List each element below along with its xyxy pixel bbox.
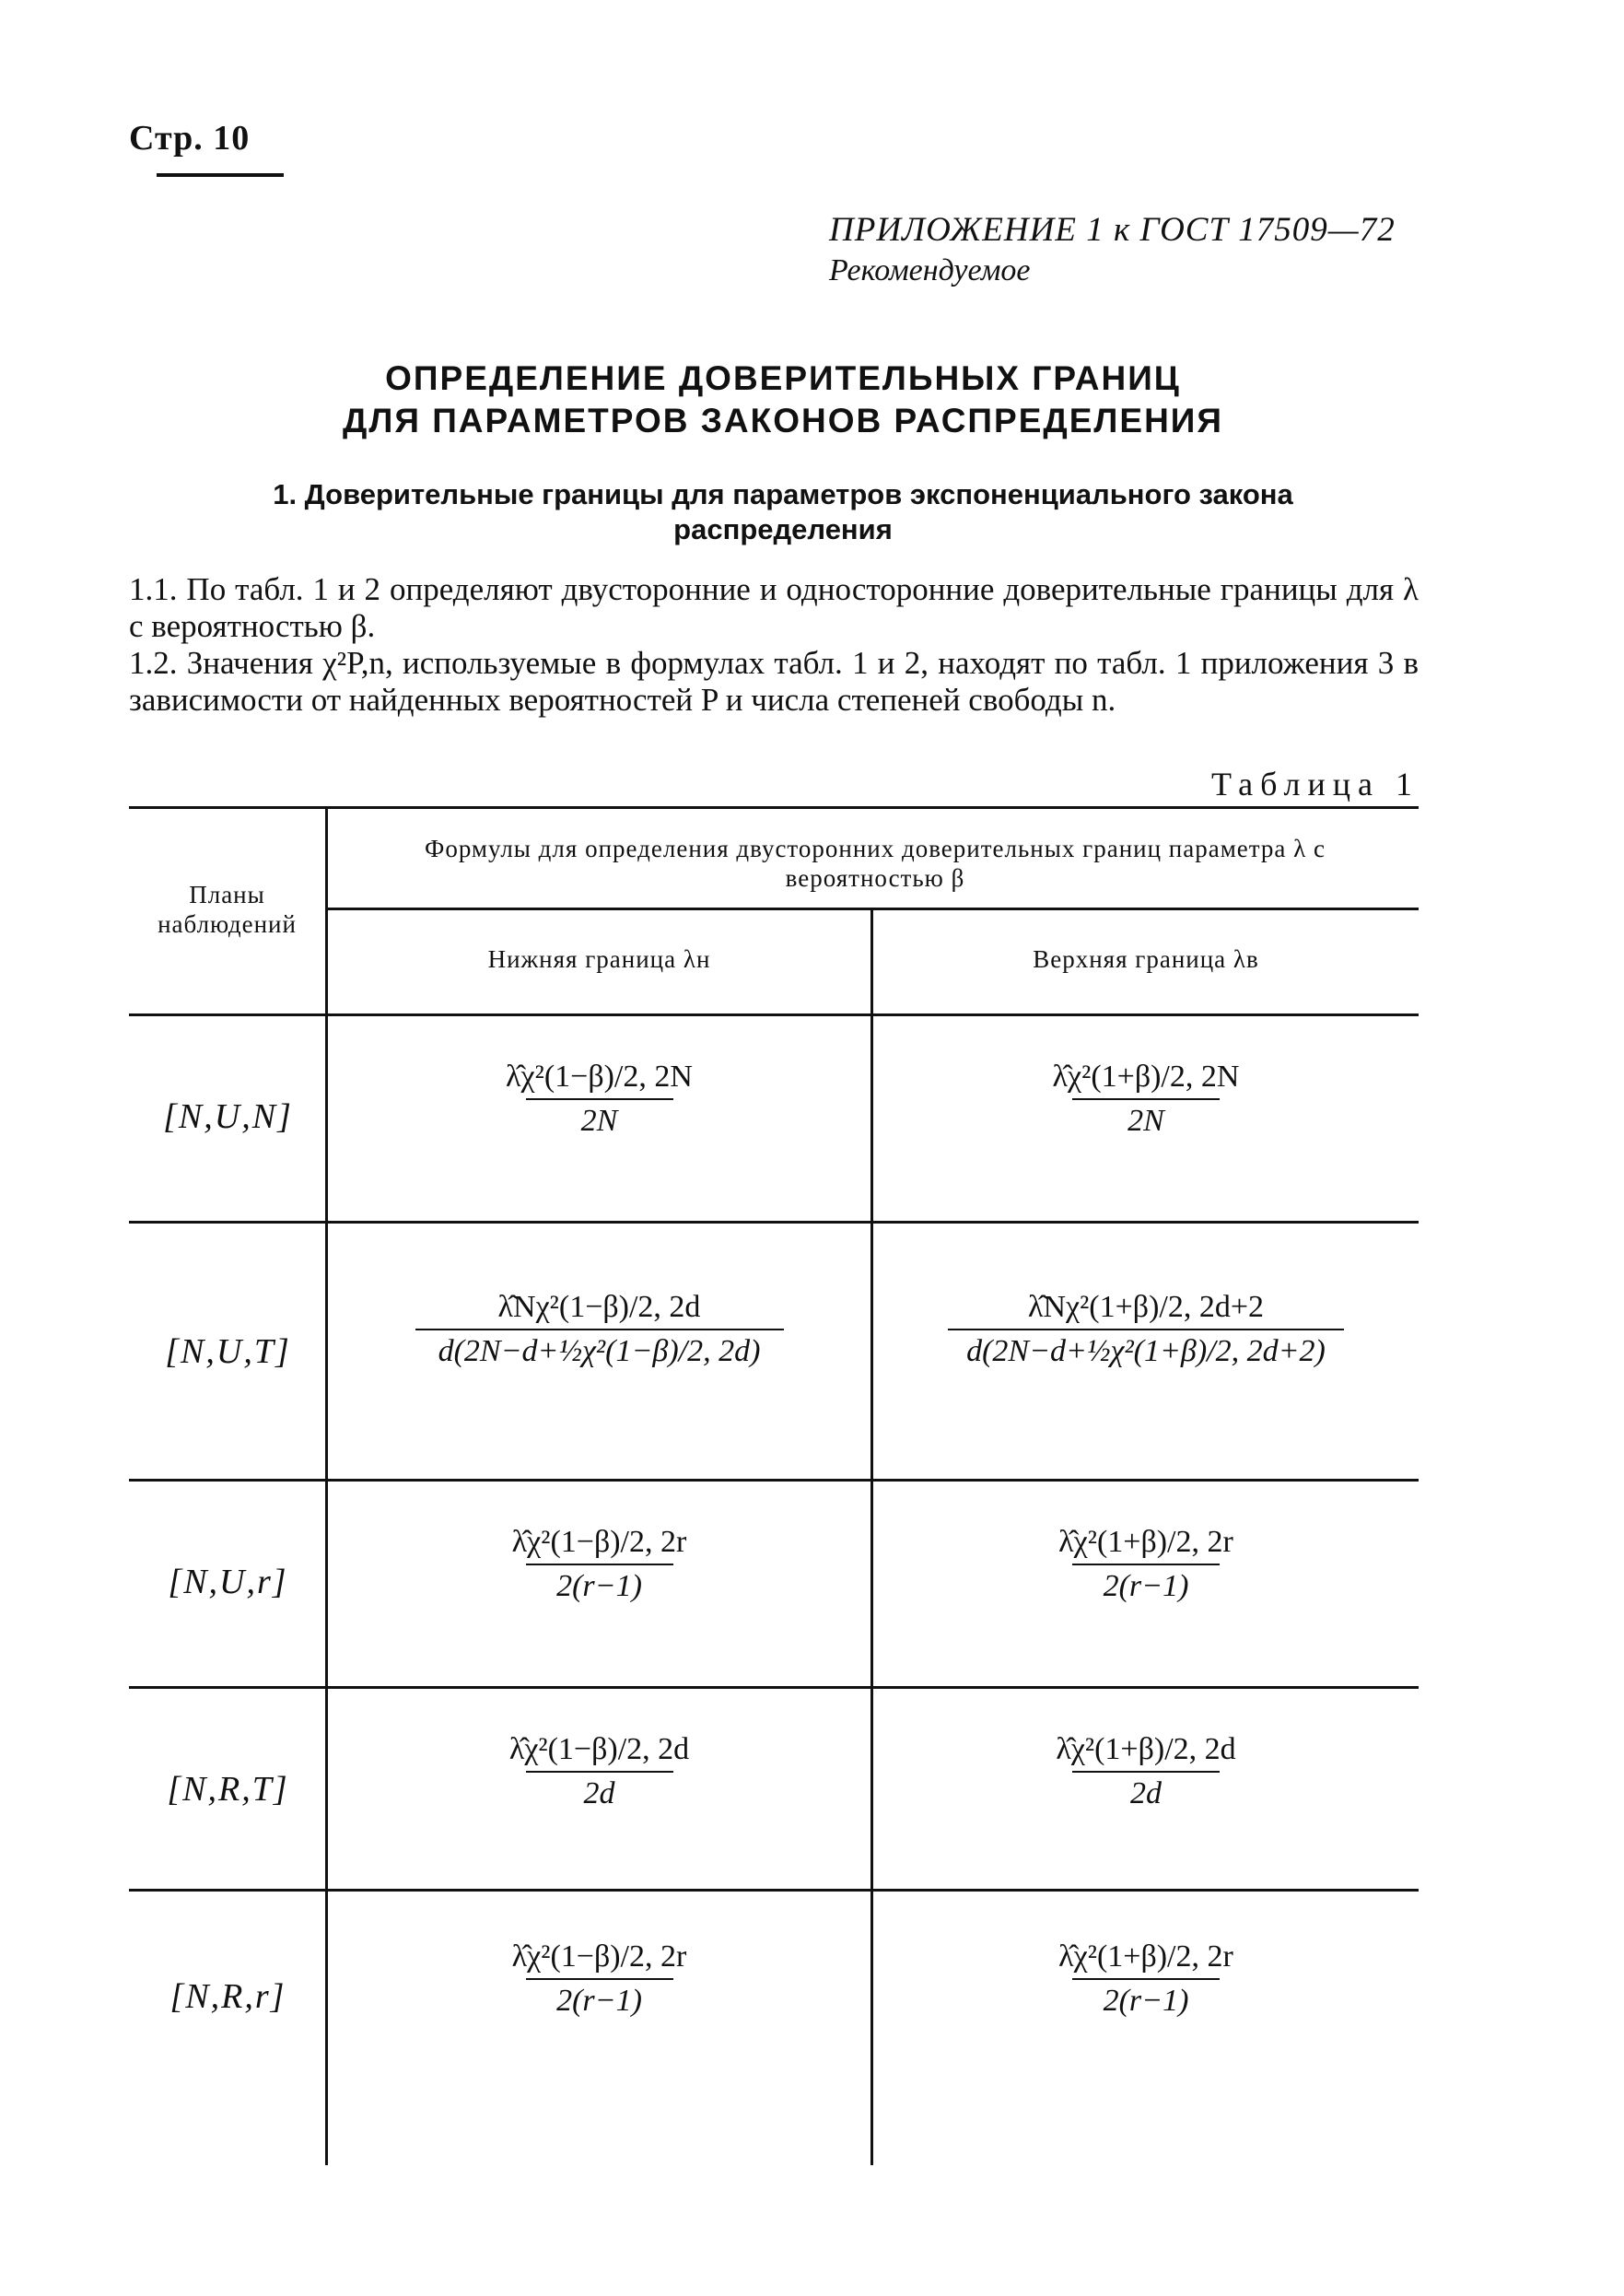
lower-numerator-row-4: λ̂χ²(1−β)/2, 2d — [508, 1732, 690, 1766]
fraction-bar — [526, 1098, 673, 1100]
lower-formula-row-4 — [328, 1732, 870, 1811]
main-title — [138, 357, 1428, 442]
lower-denominator-row-1: 2N — [580, 1104, 618, 1138]
section-title-line2: распределения — [673, 513, 893, 545]
fraction-bar — [526, 1771, 673, 1773]
main-title-line1: ОПРЕДЕЛЕНИЕ ДОВЕРИТЕЛЬНЫХ ГРАНИЦ — [385, 359, 1181, 397]
lower-denominator-row-2: d(2N−d+½χ²(1−β)/2, 2d) — [438, 1334, 761, 1368]
upper-formula-row-5 — [873, 1939, 1419, 2019]
fraction-bar — [1072, 1564, 1220, 1565]
lower-numerator-row-5: λ̂χ²(1−β)/2, 2r — [511, 1939, 687, 1974]
upper-numerator-row-4: λ̂χ²(1+β)/2, 2d — [1056, 1732, 1236, 1766]
plan-cell-row-5: [N,R,r] — [169, 1977, 286, 2016]
lower-denominator-row-4: 2d — [583, 1776, 615, 1810]
fraction-bar — [526, 1564, 673, 1565]
row-divider-4 — [129, 1889, 1419, 1892]
header-upper-bound: Верхняя граница λв — [1033, 945, 1259, 973]
upper-numerator-row-5: λ̂χ²(1+β)/2, 2r — [1058, 1939, 1233, 1974]
upper-numerator-row-1: λ̂χ²(1+β)/2, 2N — [1052, 1060, 1240, 1094]
header-bottom-rule — [129, 1013, 1419, 1016]
upper-denominator-row-2: d(2N−d+½χ²(1+β)/2, 2d+2) — [966, 1334, 1326, 1368]
lower-formula-row-3 — [328, 1525, 870, 1604]
lower-numerator-row-2: λ̂Nχ²(1−β)/2, 2d — [497, 1290, 701, 1324]
upper-formula-row-1 — [873, 1060, 1419, 1139]
fraction-bar — [948, 1329, 1344, 1330]
paragraph-1-2: 1.2. Значения χ²P,n, используемые в формулах табл. 1 и 2, находят по табл. 1 приложения 3 в зависимости от найденных вероятностей P и числа степеней свободы n. — [129, 645, 1419, 718]
recommended-label: Рекомендуемое — [829, 253, 1031, 287]
fraction-bar — [526, 1978, 673, 1980]
lower-formula-row-2 — [328, 1290, 870, 1369]
fraction-bar — [415, 1329, 784, 1330]
upper-denominator-row-1: 2N — [1127, 1104, 1164, 1138]
paragraph-1-1: 1.1. По табл. 1 и 2 определяют двусторонние и односторонние доверительные границы для λ с вероятностью β. — [129, 571, 1419, 644]
upper-numerator-row-2: λ̂Nχ²(1+β)/2, 2d+2 — [1027, 1290, 1265, 1324]
lower-formula-row-1 — [328, 1060, 870, 1139]
upper-numerator-row-3: λ̂χ²(1+β)/2, 2r — [1058, 1525, 1233, 1559]
fraction-bar — [1072, 1978, 1220, 1980]
lower-numerator-row-3: λ̂χ²(1−β)/2, 2r — [511, 1525, 687, 1559]
upper-denominator-row-5: 2(r−1) — [1103, 1984, 1189, 2018]
plan-cell-row-3: [N,U,r] — [168, 1563, 288, 1601]
fraction-bar — [1072, 1098, 1220, 1100]
upper-formula-row-4 — [873, 1732, 1419, 1811]
upper-formula-row-3 — [873, 1525, 1419, 1604]
page-number: Стр. 10 — [129, 119, 251, 158]
row-divider-3 — [129, 1686, 1419, 1689]
appendix-title: ПРИЛОЖЕНИЕ 1 к ГОСТ 17509—72 — [829, 211, 1396, 249]
lower-numerator-row-1: λ̂χ²(1−β)/2, 2N — [506, 1060, 693, 1094]
plan-cell-row-4: [N,R,T] — [167, 1770, 289, 1809]
lower-formula-row-5 — [328, 1939, 870, 2019]
plan-cell-row-2: [N,U,T] — [165, 1332, 291, 1371]
header-formulas-group: Формулы для определения двусторонних доверительных границ параметра λ с вероятностью β — [425, 835, 1326, 892]
table-top-rule — [129, 806, 1419, 809]
plan-cell-row-1: [N,U,N] — [163, 1097, 293, 1136]
row-divider-2 — [129, 1479, 1419, 1482]
lower-denominator-row-3: 2(r−1) — [556, 1569, 642, 1603]
header-plans: Планы наблюдений — [158, 881, 297, 938]
fraction-bar — [1072, 1771, 1220, 1773]
upper-denominator-row-4: 2d — [1130, 1776, 1162, 1810]
table-label: Таблица 1 — [1211, 766, 1420, 802]
upper-denominator-row-3: 2(r−1) — [1103, 1569, 1189, 1603]
main-title-line2: ДЛЯ ПАРАМЕТРОВ ЗАКОНОВ РАСПРЕДЕЛЕНИЯ — [343, 402, 1223, 439]
upper-formula-row-2 — [873, 1290, 1419, 1369]
page-number-underline — [157, 173, 284, 177]
section-title-line1: 1. Доверительные границы для параметров экспоненциального закона — [273, 478, 1293, 510]
row-divider-1 — [129, 1221, 1419, 1224]
section-title — [184, 477, 1382, 547]
header-lower-bound: Нижняя граница λн — [487, 945, 711, 973]
lower-denominator-row-5: 2(r−1) — [556, 1984, 642, 2018]
